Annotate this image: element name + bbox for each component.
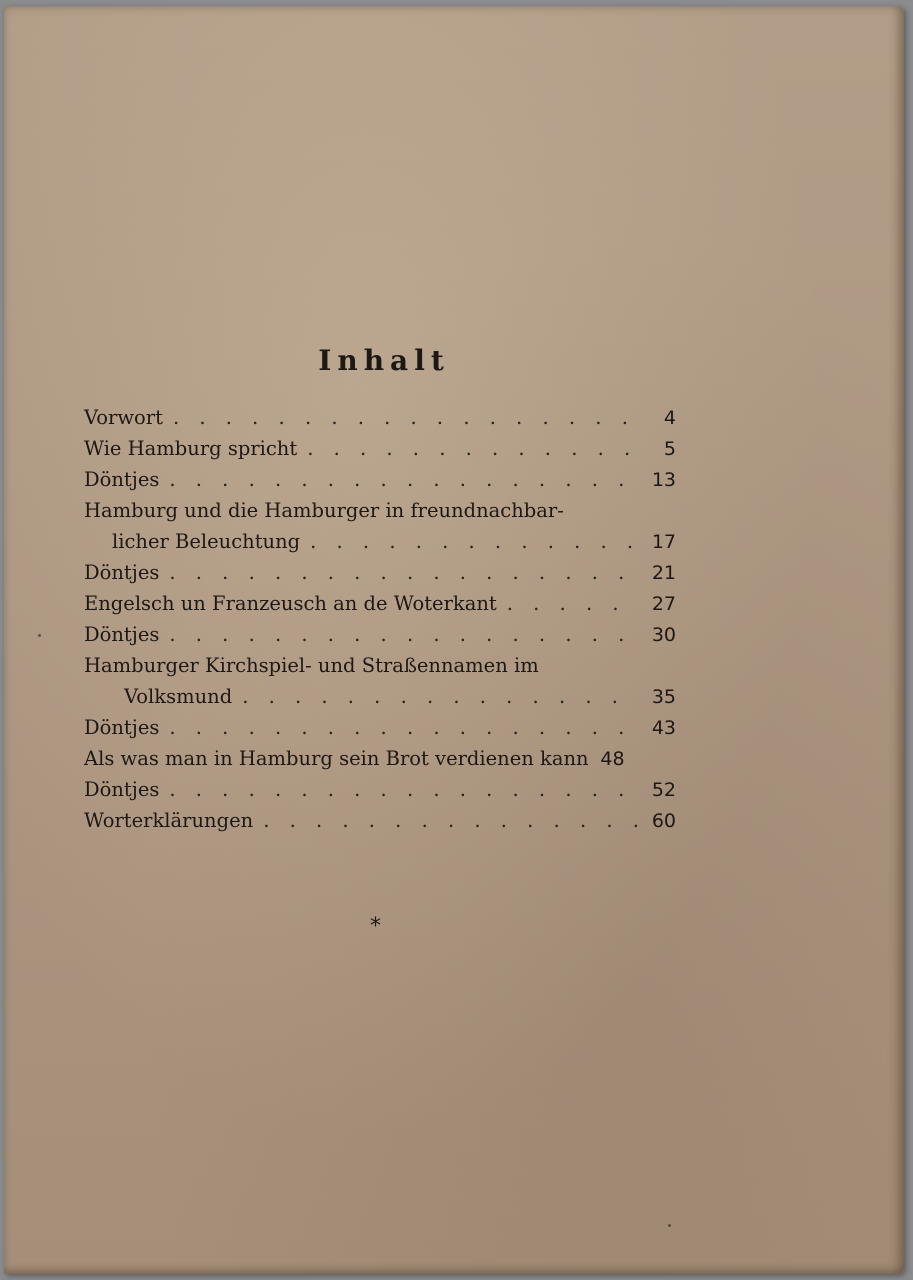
paper-speck: [38, 634, 41, 637]
leader-dots: [310, 526, 640, 557]
toc-page-number: 5: [663, 438, 676, 460]
toc-entry-title: Wie Hamburg spricht: [84, 437, 298, 460]
toc-entry-title: Döntjes: [84, 561, 160, 584]
toc-entry-title: Worterklärungen: [84, 809, 254, 832]
leader-dots: [169, 774, 640, 805]
leader-dots: [263, 805, 640, 836]
leader-dots: [169, 619, 640, 650]
toc-page-number: 30: [651, 624, 676, 646]
leader-dots: [169, 464, 640, 495]
leader-dots: [169, 712, 640, 743]
table-of-contents: [84, 402, 676, 836]
toc-page-number: 52: [651, 779, 676, 801]
ornament-asterisk: *: [370, 914, 381, 939]
toc-entry-title: Vorwort: [84, 406, 163, 429]
toc-page-number: 35: [651, 686, 676, 708]
toc-entry-doentjes-2: [84, 557, 676, 588]
toc-entry-title: Hamburg und die Hamburger in freundnachbar-: [84, 499, 564, 522]
paper-speck: [668, 1224, 671, 1227]
toc-page-number: 21: [651, 562, 676, 584]
toc-entry-title-cont: licher Beleuchtung: [112, 530, 301, 553]
toc-entry-title: Döntjes: [84, 778, 160, 801]
toc-entry-worterklaerungen: [84, 805, 676, 836]
toc-page-number: 17: [651, 531, 676, 553]
toc-page-number: 27: [651, 593, 676, 615]
toc-entry-wie-hamburg-spricht: [84, 433, 676, 464]
toc-entry-doentjes-3: [84, 619, 676, 650]
toc-entry-title: Döntjes: [84, 468, 160, 491]
toc-entry-doentjes-5: [84, 774, 676, 805]
toc-entry-engelsch-un-franzeusch: [84, 588, 676, 619]
toc-entry-title-cont: Volksmund: [124, 685, 233, 708]
leader-dots: [307, 433, 640, 464]
toc-heading: Inhalt: [318, 344, 450, 377]
toc-page-number: 13: [651, 469, 676, 491]
book-page: [4, 6, 904, 1274]
toc-entry-brot-verdienen: [84, 743, 676, 774]
toc-entry-title: Als was man in Hamburg sein Brot verdienen kann: [84, 747, 589, 770]
toc-page-number: 60: [651, 810, 676, 832]
toc-entry-hamburg-und-die-hamburger: [84, 495, 676, 557]
toc-page-number: 43: [651, 717, 676, 739]
toc-entry-doentjes-1: [84, 464, 676, 495]
toc-entry-continuation: [84, 681, 676, 712]
toc-entry-vorwort: [84, 402, 676, 433]
toc-entry-kirchspiel-und-strassennamen: [84, 650, 676, 712]
leader-dots: [507, 588, 640, 619]
toc-page-number: 48: [600, 748, 625, 770]
toc-entry-doentjes-4: [84, 712, 676, 743]
leader-dots: [169, 557, 640, 588]
leader-dots: [242, 681, 640, 712]
toc-entry-title: Döntjes: [84, 716, 160, 739]
toc-entry-title: Hamburger Kirchspiel- und Straßennamen im: [84, 654, 539, 677]
toc-entry-title: Döntjes: [84, 623, 160, 646]
toc-page-number: 4: [663, 407, 676, 429]
toc-entry-title: Engelsch un Franzeusch an de Woterkant: [84, 592, 497, 615]
leader-dots: [173, 402, 640, 433]
toc-entry-continuation: [84, 526, 676, 557]
